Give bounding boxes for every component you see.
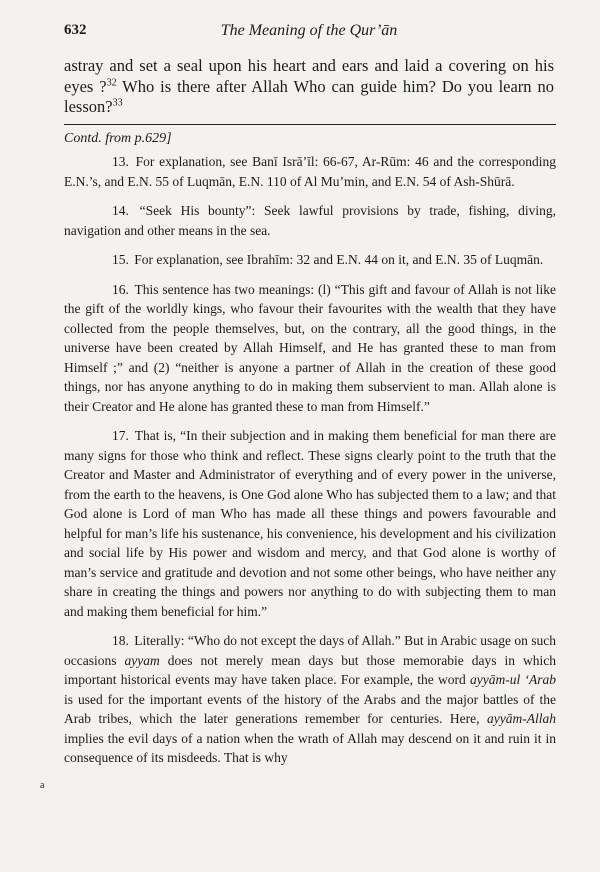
- translation-part-1: astray and set a seal upon his heart and ears and laid a covering on his eyes ?: [64, 56, 554, 96]
- page-header: [64, 22, 554, 44]
- translation-part-2: Who is there after Allah Who can guide him? Do you learn no lesson?: [64, 76, 554, 116]
- notes-section: [64, 152, 556, 778]
- note-13: [64, 152, 556, 191]
- arabic-term: ayyām-Allah: [487, 711, 556, 726]
- note-text: For explanation, see Ibrahīm: 32 and E.N. 44 on it, and E.N. 35 of Luqmān.: [134, 252, 544, 267]
- note-text-segment: is used for the important events of the history of the Arabs and the major battles of the Arab tribes, which the later generations remember for centuries. Here,: [64, 691, 556, 726]
- separator-rule: [64, 124, 556, 125]
- note-number: 17.: [112, 428, 129, 443]
- note-number: 13.: [112, 154, 129, 169]
- note-text: For explanation, see Banī Isrā’īl: 66-67, Ar-Rūm: 46 and the corresponding E.N.’s, and E.N. 55 of Luqmān, E.N. 110 of Al Mu’min, and E.N. 54 of Ash-Shūrā.: [64, 154, 556, 189]
- note-text-segment: implies the evil days of a nation when the wrath of Allah may descend on it and ruin it in consequence of its misdeeds. That is why: [64, 730, 556, 765]
- note-15: [64, 250, 556, 270]
- note-text: “Seek His bounty”: Seek lawful provisions by trade, fishing, diving, navigation and other means in the sea.: [64, 203, 556, 238]
- note-number: 15.: [112, 252, 129, 267]
- note-text: That is, “In their subjection and in making them beneficial for man there are many signs for those who think and reflect. These signs clearly point to the truth that the Creator and Master and Administrator of everything and of every power in the universe, from the earth to the heavens, is One God alone Who has subjected them to a law; and that God alone is Lord of man Who has made all these things and powers favourable and helpful for man’s life his sustenance, his convenience, his development and his civilization and social life by His power and wisdom and mercy, and that God alone is worthy of man’s service and gratitude and devotion and not some other beings, who have neither any share in creating the things and powers nor anything to do with subjecting them to man and making them beneficial for him.”: [64, 428, 556, 619]
- running-title: The Meaning of the Qur’ān: [220, 22, 398, 39]
- note-number: 18.: [112, 633, 129, 648]
- note-14: [64, 201, 556, 240]
- arabic-term: ayyām-ul ‘Arab: [470, 672, 556, 687]
- note-number: 14.: [112, 203, 129, 218]
- arabic-term: ayyam: [124, 652, 160, 668]
- note-text-segment: does not merely mean days but those memorabie days in which important historical events may have taken place. For example, the word: [64, 652, 557, 687]
- note-17: [64, 426, 556, 621]
- note-18-text: [64, 633, 556, 765]
- translation-text: [64, 56, 554, 118]
- note-text: This sentence has two meanings: (l) “This gift and favour of Allah is not like the gift of the worldly kings, who favour their favourites with the wealth that they have collected from the people themselves, but, on the contrary, all the good things, in the universe have been created by Allah Himself, and He has granted these to man from Himself ;” and (2) “neither is anyone a partner of Allah in the creation of these good things, nor has anyone anything to do in making them subservient to man. Allah alone is their Creator and He alone has granted these to man from Himself.”: [64, 281, 556, 414]
- page-number: 632: [64, 22, 87, 38]
- footnote-ref: 32: [106, 77, 117, 88]
- note-text-segment: Literally: “Who do not except the days of Allah.” But in Arabic usage on such occasions: [64, 633, 557, 668]
- margin-mark: a: [40, 780, 45, 791]
- footnote-ref: 33: [112, 97, 123, 109]
- note-number: 16.: [112, 281, 129, 297]
- note-16: [64, 280, 556, 417]
- continued-label: Contd. from p.629]: [64, 131, 172, 146]
- note-18: [64, 631, 556, 768]
